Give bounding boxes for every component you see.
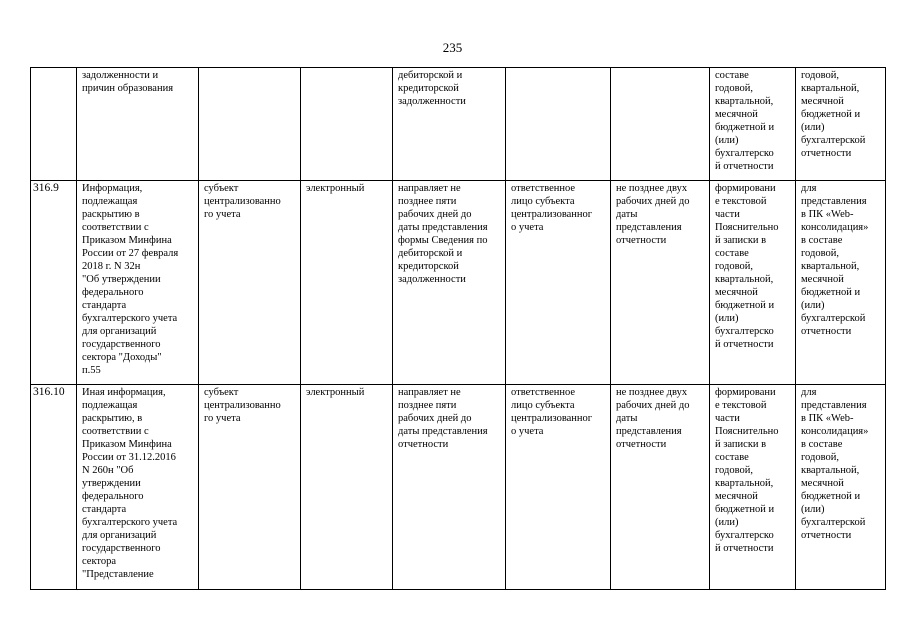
purpose-cell: для представления в ПК «Web- консолидация» в составе годовой, квартальной, месячной бюджетной и (или) бухгалтерской отчетности [796, 181, 886, 385]
info-name-cell: Информация, подлежащая раскрытию в соответствии с Приказом Минфина России от 27 февраля 2018 г. N 32н "Об утверждении федерального стандарта бухгалтерского учета для организаций государственного сектора "Доходы" п.55 [77, 181, 199, 385]
purpose-cell: для представления в ПК «Web- консолидация» в составе годовой, квартальной, месячной бюджетной и (или) бухгалтерской отчетности [796, 385, 886, 590]
page-number: 235 [442, 40, 463, 55]
responsible-cell [506, 68, 611, 181]
subject-cell: субъект централизованно го учета [199, 385, 301, 590]
form-cell: электронный [301, 181, 393, 385]
row-number-cell: 316.9 [31, 181, 77, 385]
row-number-cell [31, 68, 77, 181]
subject-cell: субъект централизованно го учета [199, 181, 301, 385]
deadline-cell [611, 68, 710, 181]
row-number-cell: 316.10 [31, 385, 77, 590]
report-part-cell: формировани е текстовой части Пояснительно й записки в составе годовой, квартальной, месячной бюджетной и (или) бухгалтерско й отчетности [710, 181, 796, 385]
table-row [31, 68, 886, 181]
form-cell: электронный [301, 385, 393, 590]
report-part-cell: составе годовой, квартальной, месячной бюджетной и (или) бухгалтерско й отчетности [710, 68, 796, 181]
info-name-cell: Иная информация, подлежащая раскрытию, в соответствии с Приказом Минфина России от 31.12.2016 N 260н "Об утверждении федерального стандарта бухгалтерского учета для организаций государственного сектора "Представление [77, 385, 199, 590]
deadline-cell: не позднее двух рабочих дней до даты представления отчетности [611, 181, 710, 385]
responsible-cell: ответственное лицо субъекта централизованног о учета [506, 181, 611, 385]
action-cell: дебиторской и кредиторской задолженности [393, 68, 506, 181]
report-part-cell: формировани е текстовой части Пояснительно й записки в составе годовой, квартальной, месячной бюджетной и (или) бухгалтерско й отчетности [710, 385, 796, 590]
info-name-cell: задолженности и причин образования [77, 68, 199, 181]
document-table [30, 67, 886, 590]
deadline-cell: не позднее двух рабочих дней до даты представления отчетности [611, 385, 710, 590]
responsible-cell: ответственное лицо субъекта централизованног о учета [506, 385, 611, 590]
purpose-cell: годовой, квартальной, месячной бюджетной и (или) бухгалтерской отчетности [796, 68, 886, 181]
table-row [31, 385, 886, 590]
subject-cell [199, 68, 301, 181]
action-cell: направляет не позднее пяти рабочих дней до даты представления формы Сведения по дебиторской и кредиторской задолженности [393, 181, 506, 385]
table-row [31, 181, 886, 385]
form-cell [301, 68, 393, 181]
action-cell: направляет не позднее пяти рабочих дней до даты представления отчетности [393, 385, 506, 590]
